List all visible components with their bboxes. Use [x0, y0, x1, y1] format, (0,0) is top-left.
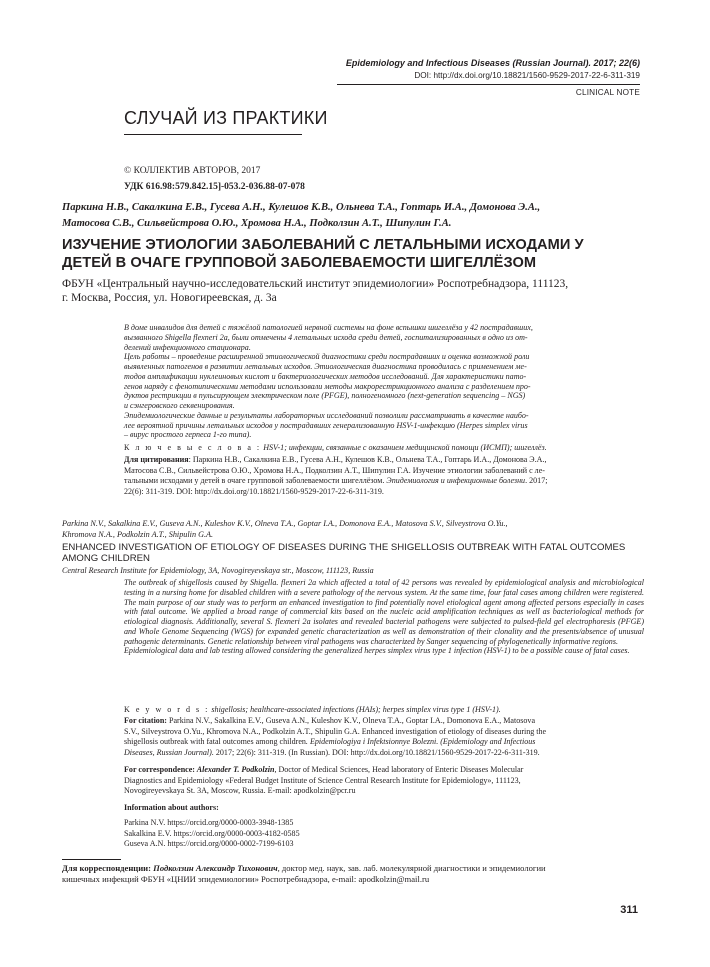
citation-text: . 2017;	[525, 476, 548, 485]
keywords-label: К л ю ч е в ы е с л о в а :	[124, 443, 262, 452]
keywords-russian	[124, 443, 644, 452]
citation-text: S.V., Silveystrova O.Yu., Khromova N.A., Podkolzin A.T., Shipulin G.A. Enhanced investigation of etiology of diseases during the	[124, 726, 547, 736]
abstract-paragraph: Epidemiological data and lab testing allowed considering the generalized herpes simplex virus type 1 infection (HSV-1) to be a possible cause of fatal cases.	[124, 646, 630, 656]
authors-info-heading: Information about authors:	[124, 803, 219, 812]
citation-text: 2017; 22(6): 311-319. (In Russian). DOI: http://dx.doi.org/10.18821/1560-9529-2017-22-6-311-319.	[213, 747, 540, 757]
authors-english	[62, 519, 602, 540]
section-title: СЛУЧАЙ ИЗ ПРАКТИКИ	[124, 108, 328, 128]
correspondence-text: Novogireyevskaya St. 3A, Moscow, Russia. E-mail: apodkolzin@pcr.ru	[124, 786, 356, 795]
citation-text: тальными исходами у детей в очаге групповой заболеваемости шигеллёзом.	[124, 476, 387, 485]
keywords-text: shigellosis; healthcare-associated infections (HAIs); herpes simplex virus type 1 (HSV-1).	[209, 705, 501, 714]
correspondence-english	[124, 765, 644, 797]
abstract-line: генов наряду с фенотипическими методами использовали методы макрорестрикционного анализа с разделением про-	[124, 381, 531, 391]
authors-line: Khromova N.A., Podkolzin A.T., Shipulin G.A.	[62, 529, 214, 539]
abstract-line: В доме инвалидов для детей с тяжёлой патологией нервной системы на фоне вспышки шигеллёза у 42 пострадавших,	[124, 323, 533, 332]
orcid-entry[interactable]: Parkina N.V. https://orcid.org/0000-0003-3948-1385	[124, 818, 294, 827]
abstract-line: выявленных патогенов в развитии летальных исходов. Этиологическая диагностика проводилась с применением ме-	[124, 362, 527, 371]
authors-line: Parkina N.V., Sakalkina E.V., Guseva A.N., Kuleshov K.V., Olneva T.A., Goptar I.A., Domonova E.A., Matosova S.V., Silveystrova O.Yu.,	[62, 519, 508, 528]
abstract-line: дуктов рестрикции в пульсирующем электрическом поле (PFGE), полногеномного (next-generation sequencing – NGS)	[124, 391, 526, 401]
abstract-english	[124, 578, 644, 656]
abstract-line: вызванного Shigella flexneri 2a, были отмечены 4 летальных исхода среди детей, госпитализированных в одно из от-	[124, 332, 528, 342]
journal-header: Epidemiology and Infectious Diseases (Russian Journal). 2017; 22(6)	[345, 58, 640, 68]
abstract-line: Цель работы – проведение расширенной этиологической диагностики среди пострадавших и оценка возможной роли	[124, 352, 530, 362]
doi-link[interactable]: DOI: http://dx.doi.org/10.18821/1560-9529-2017-22-6-311-319	[414, 71, 640, 80]
citation-journal: . Epidemiologiya i Infektsionnye Bolezni. (Epidemiology and Infectious	[305, 737, 536, 746]
citation-text: Parkina N.V., Sakalkina E.V., Guseva A.N., Kuleshov K.V., Olneva T.A., Goptar I.A., Domonova E.A., Matosova	[166, 716, 536, 725]
correspondence-label: For correspondence:	[124, 765, 195, 774]
orcid-entry[interactable]: Sakalkina E.V. https://orcid.org/0000-0003-4182-0585	[124, 828, 300, 838]
institution-english: Central Research Institute for Epidemiology, 3A, Novogireyevskaya str., Moscow, 111123, Russia	[62, 566, 374, 575]
institution-line: ФБУН «Центральный научно-исследовательский институт эпидемиологии» Роспотребнадзора, 111123,	[62, 278, 569, 290]
authors-line: Матосова С.В., Сильвейстрова О.Ю., Хромова Н.А., Подколзин А.Т., Шипулин Г.А.	[62, 217, 452, 229]
institution-russian	[62, 277, 652, 305]
authors-line: Паркина Н.В., Сакалкина Е.В., Гусева А.Н., Кулешов К.В., Ольнева Т.А., Гоптарь И.А., Домонова Э.А.,	[62, 202, 541, 213]
abstract-line: и сэнгеровского секвенирования.	[124, 401, 235, 410]
authors-russian	[62, 200, 652, 231]
correspondence-text: кишечных инфекций ФБУН «ЦНИИ эпидемиологии» Роспотребнадзора, e-mail: apodkolzin@mail.ru	[62, 874, 430, 884]
section-divider	[124, 134, 302, 135]
abstract-line: делений инфекционного стационара.	[124, 342, 251, 352]
correspondence-name: Alexander T. Podkolzin	[195, 765, 275, 774]
citation-text: shigellosis outbreak with fatal outcomes among children	[124, 737, 306, 746]
header-divider	[337, 84, 640, 85]
orcid-list	[124, 818, 300, 850]
correspondence-text: , доктор мед. наук, зав. лаб. молекулярной диагностики и эпидемиологии	[277, 863, 546, 873]
citation-text: Матосова С.В., Сильвейстрова О.Ю., Хромова Н.А., Подколзин А.Т., Шипулин Г.А. Изучение этиологии заболеваний с ле-	[124, 465, 545, 475]
correspondence-name: Подколзин Александр Тихонович	[151, 863, 278, 873]
footnote-divider	[62, 859, 121, 860]
correspondence-text: , Doctor of Medical Sciences, Head laboratory of Enteric Diseases Molecular	[274, 765, 524, 774]
abstract-line: лее вероятной причины летальных исходов у пострадавших генерализованную HSV-1-инфекцию (Herpes simplex virus	[124, 420, 528, 430]
keywords-label: K e y w o r d s :	[124, 705, 210, 714]
copyright-line: © КОЛЛЕКТИВ АВТОРОВ, 2017	[124, 166, 261, 176]
keywords-english	[124, 705, 644, 714]
correspondence-russian	[62, 863, 652, 885]
abstract-russian	[124, 323, 644, 440]
abstract-line: Эпидемиологические данные и результаты лабораторных исследований позволили рассматривать в качестве наибо-	[124, 410, 529, 420]
orcid-entry[interactable]: Guseva A.N. https://orcid.org/0000-0002-7199-6103	[124, 839, 294, 848]
institution-line: г. Москва, Россия, ул. Новогиреевская, д. 3а	[62, 292, 277, 304]
article-title-russian	[62, 236, 652, 272]
page-number: 311	[620, 904, 638, 916]
title-line: ENHANCED INVESTIGATION OF ETIOLOGY OF DISEASES DURING THE SHIGELLOSIS OUTBREAK WITH FATAL OUTCOMES	[62, 542, 626, 553]
title-line: ИЗУЧЕНИЕ ЭТИОЛОГИИ ЗАБОЛЕВАНИЙ С ЛЕТАЛЬНЫМИ ИСХОДАМИ У	[62, 237, 584, 253]
citation-journal: Эпидемиология и инфекционные болезни	[386, 476, 526, 485]
title-line: AMONG CHILDREN	[62, 553, 150, 564]
keywords-text: HSV-1; инфекции, связанные с оказанием медицинской помощи (ИСМП); шигеллёз.	[263, 443, 547, 452]
abstract-paragraph: The outbreak of shigellosis caused by Shigella. flexneri 2a which affected a total of 42 persons was revealed by epidemiological analysis and microbiological testing in a nursing home for disabled children with a severe pathology of the nervous system. At the same time, four fatal cases among children were registered. The main purpose of our study was to perform an enhanced investigation to find potentially novel etiological agent among affected persons especially in cases with fatal outcome. We applied a broad range of commercial kits based on the nucleic acid amplification techniques as well as bacteriological methods for etiological diagnosis. Additionally, several S. flexneri 2a isolates and revealed bacterial pathogens were subjected to pulsed-field gel electrophoresis (PFGE) and Whole Genome Sequencing (WGS) for expanded genetic characterization as well as demonstration of their clonality and the presents/absence of unusual pathogenic determinants. Genetic relationship between viral pathogens was characterized by Sanger sequencing of phylogenetically informative regions.	[124, 578, 644, 646]
citation-label: For citation:	[124, 716, 167, 725]
abstract-line: тодов амплификации нуклеиновых кислот и бактериологических методов исследований. Для характеристики пато-	[124, 371, 527, 381]
citation-text: : Паркина Н.В., Сакалкина Е.В., Гусева А.Н., Кулешов К.В., Ольнева Т.А., Гоптарь И.А., Домонова Э.А.,	[188, 455, 547, 464]
abstract-line: – вирус простого герпеса 1-го типа).	[124, 430, 252, 440]
article-title-english	[62, 542, 652, 564]
correspondence-text: Diagnostics and Epidemiology «Federal Budget Institute of Science Central Research Institute for Epidemiology», 111123,	[124, 775, 521, 785]
citation-russian	[124, 455, 644, 497]
article-type-label: CLINICAL NOTE	[575, 88, 640, 97]
citation-text: 22(6): 311-319. DOI: http://dx.doi.org/10.18821/1560-9529-2017-22-6-311-319.	[124, 486, 384, 496]
citation-label: Для цитирования	[124, 455, 189, 464]
udk-code: УДК 616.98:579.842.15]-053.2-036.88-07-078	[124, 182, 305, 192]
correspondence-label: Для корреспонденции:	[62, 863, 151, 873]
title-line: ДЕТЕЙ В ОЧАГЕ ГРУППОВОЙ ЗАБОЛЕВАЕМОСТИ ШИГЕЛЛЁЗОМ	[62, 255, 537, 271]
citation-english	[124, 716, 644, 758]
citation-journal: Diseases, Russian Journal).	[124, 747, 214, 757]
